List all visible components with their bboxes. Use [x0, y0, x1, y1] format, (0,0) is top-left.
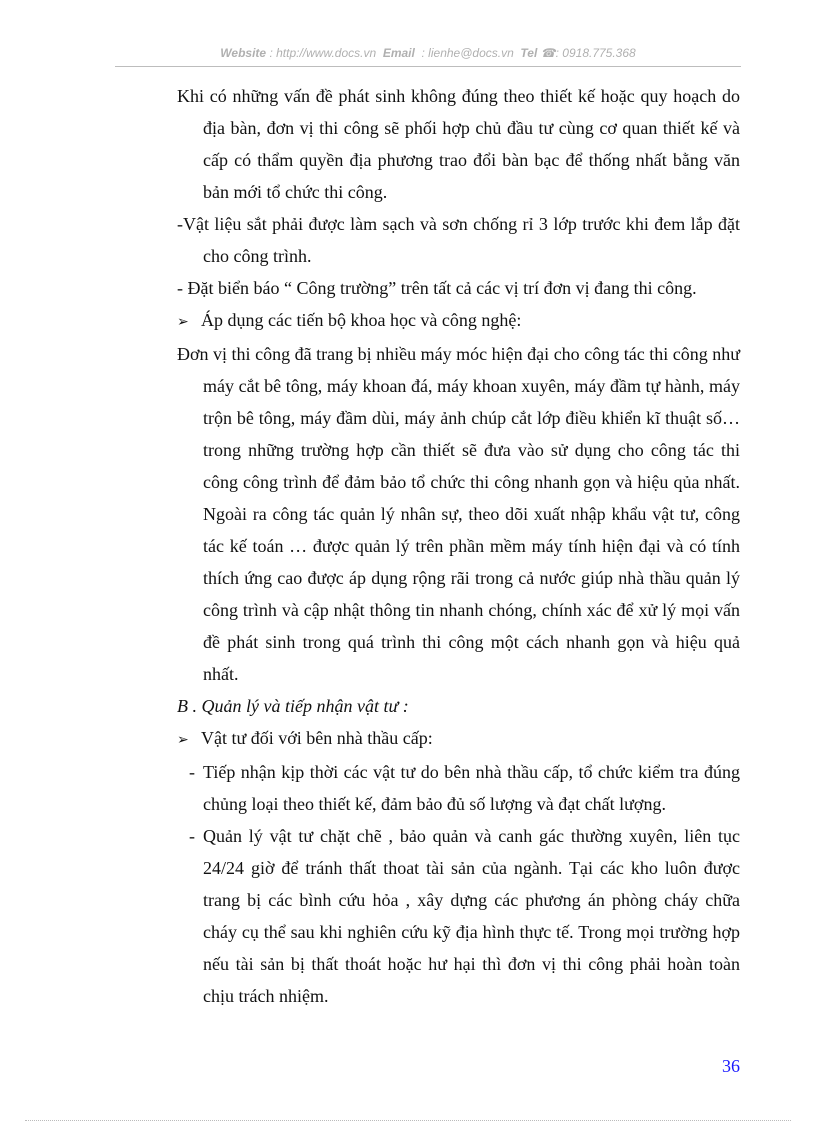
arrow-bullet-icon: ➢ [177, 314, 189, 330]
paragraph-site-signs: - Đặt biển báo “ Công trường” trên tất cả các vị trí đơn vị đang thi công. [177, 278, 697, 298]
bullet-contractor-supplies [177, 722, 740, 756]
tel-value: : 0918.775.368 [555, 46, 636, 60]
section-b-heading: B . Quản lý và tiếp nhận vật tư : [177, 696, 409, 716]
email-label: Email [382, 46, 415, 60]
email-value: : lienhe@docs.vn [421, 46, 514, 60]
website-label: Website [220, 46, 267, 60]
page-header [115, 46, 741, 60]
dash-marker: - [189, 826, 195, 846]
footer-rule [25, 1120, 791, 1121]
list-item-text: Quản lý vật tư chặt chẽ , bảo quản và canh gác thường xuyên, liên tục 24/24 giờ để tránh thất thoat tài sản của ngành. Tại các kho luôn được trang bị các bình cứu hỏa , xây dựng các phương án phòng cháy chữa cháy cụ thể sau khi nghiên cứu kỹ địa hình thực tế. Trong mọi trường hợp nếu tài sản bị thất thoát hoặc hư hại thì đơn vị thi công phải hoàn toàn chịu trách nhiệm. [203, 826, 740, 1006]
page-number: 36 [722, 1056, 740, 1076]
header-rule [115, 66, 741, 67]
bullet-tech-progress-text: Áp dụng các tiến bộ khoa học và công nghệ: [201, 310, 522, 330]
bullet-contractor-supplies-text: Vật tư đối với bên nhà thầu cấp: [201, 728, 433, 748]
phone-icon: ☎ [540, 46, 556, 60]
paragraph-design-issues: Khi có những vấn đề phát sinh không đúng theo thiết kế hoặc quy hoạch do địa bàn, đơn vị thi công sẽ phối hợp chủ đầu tư cùng cơ quan thiết kế và cấp có thẩm quyền địa phương trao đổi bàn bạc để thống nhất bằng văn bản mới tổ chức thi công. [177, 86, 740, 202]
arrow-bullet-icon: ➢ [177, 732, 189, 748]
paragraph-equipment: Đơn vị thi công đã trang bị nhiều máy móc hiện đại cho công tác thi công như máy cắt bê tông, máy khoan đá, máy khoan xuyên, máy đầm tự hành, máy trộn bê tông, máy đầm dùi, máy ảnh chúp cắt lớp điều khiển kĩ thuật số… trong những trường hợp cần thiết sẽ đưa vào sử dụng cho công tác thi công công trình để đảm bảo tổ chức thi công nhanh gọn và hiệu qủa nhất. Ngoài ra công tác quản lý nhân sự, theo dõi xuất nhập khẩu vật tư, công tác kế toán … được quản lý trên phần mềm máy tính hiện đại và có tính thích ứng cao được áp dụng rộng rãi trong cả nước giúp nhà thầu quản lý công trình và cập nhật thông tin nhanh chóng, chính xác để xử lý mọi vấn đề phát sinh trong quá trình thi công một cách nhanh gọn và hiệu quả nhất. [177, 344, 740, 684]
paragraph-steel-materials: -Vật liệu sắt phải được làm sạch và sơn chống rỉ 3 lớp trước khi đem lắp đặt cho công trình. [177, 214, 740, 266]
list-item-text: Tiếp nhận kịp thời các vật tư do bên nhà thầu cấp, tổ chức kiểm tra đúng chủng loại theo thiết kế, đảm bảo đủ số lượng và đạt chất lượng. [203, 762, 740, 814]
dash-marker: - [189, 762, 195, 782]
website-value: : http://www.docs.vn [269, 46, 377, 60]
list-item [177, 756, 740, 820]
bullet-tech-progress [177, 304, 740, 338]
document-body [177, 80, 740, 1012]
tel-label: Tel [520, 46, 538, 60]
list-item [177, 820, 740, 1012]
